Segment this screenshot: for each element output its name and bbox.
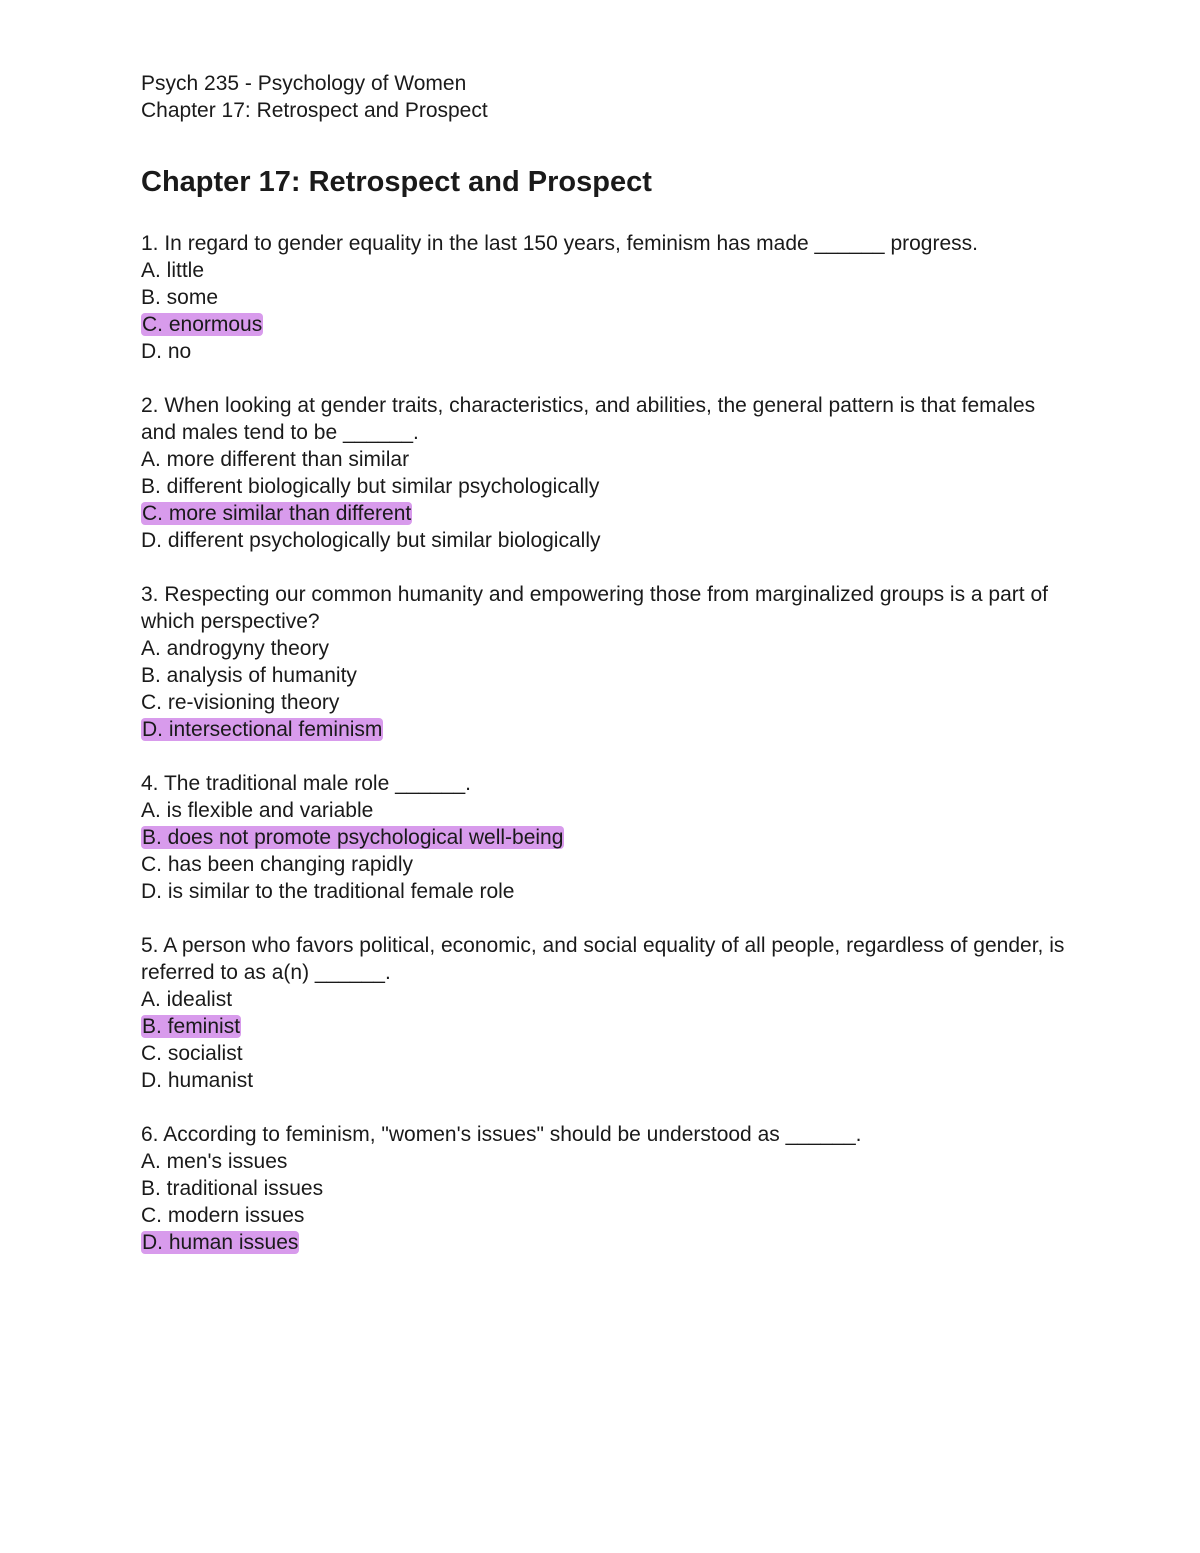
answer-option — [141, 446, 1071, 473]
answer-option — [141, 257, 1071, 284]
option-text: C. modern issues — [141, 1204, 305, 1227]
answer-option — [141, 824, 1071, 851]
option-text: C. socialist — [141, 1042, 243, 1065]
chapter-header: Chapter 17: Retrospect and Prospect — [141, 99, 488, 122]
answer-option — [141, 878, 1071, 905]
option-text: D. different psychologically but similar biologically — [141, 529, 601, 552]
answer-option — [141, 338, 1071, 365]
option-text: A. androgyny theory — [141, 637, 329, 660]
option-text: A. little — [141, 259, 205, 282]
highlighted-answer: C. more similar than different — [142, 502, 412, 525]
answer-option — [141, 689, 1071, 716]
question-text: 2. When looking at gender traits, characteristics, and abilities, the general pattern is that females and males tend to be ______. — [141, 394, 1036, 444]
question-text: 6. According to feminism, "women's issues" should be understood as ______. — [141, 1123, 862, 1146]
question-6 — [141, 1121, 1071, 1256]
option-text: D. humanist — [141, 1069, 254, 1092]
option-text: A. idealist — [141, 988, 233, 1011]
option-text: B. different biologically but similar psychologically — [141, 475, 600, 498]
answer-option — [141, 527, 1071, 554]
question-3 — [141, 581, 1071, 743]
question-list — [141, 230, 1071, 1256]
answer-option — [141, 1175, 1071, 1202]
question-text: 5. A person who favors political, economic, and social equality of all people, regardless of gender, is referred to as a(n) ______. — [141, 934, 1065, 984]
answer-option — [141, 716, 1071, 743]
question-2 — [141, 392, 1071, 554]
answer-option — [141, 1067, 1071, 1094]
answer-option — [141, 662, 1071, 689]
question-1 — [141, 230, 1071, 365]
answer-option — [141, 1040, 1071, 1067]
question-4 — [141, 770, 1071, 905]
answer-option — [141, 284, 1071, 311]
option-text: A. is flexible and variable — [141, 799, 374, 822]
question-text: 1. In regard to gender equality in the last 150 years, feminism has made ______ progress. — [141, 232, 978, 255]
answer-option — [141, 1229, 1071, 1256]
highlighted-answer: B. does not promote psychological well-being — [142, 826, 564, 849]
option-text: B. traditional issues — [141, 1177, 324, 1200]
answer-option — [141, 311, 1071, 338]
highlighted-answer: B. feminist — [142, 1015, 241, 1038]
option-text: B. analysis of humanity — [141, 664, 357, 687]
question-text: 3. Respecting our common humanity and empowering those from marginalized groups is a part of which perspective? — [141, 583, 1048, 633]
option-text: D. no — [141, 340, 192, 363]
question-text: 4. The traditional male role ______. — [141, 772, 471, 795]
answer-option — [141, 986, 1071, 1013]
document-page — [141, 70, 1071, 1283]
question-5 — [141, 932, 1071, 1094]
answer-option — [141, 797, 1071, 824]
answer-option — [141, 473, 1071, 500]
answer-option — [141, 851, 1071, 878]
highlighted-answer: D. human issues — [142, 1231, 299, 1254]
course-header: Psych 235 - Psychology of Women — [141, 72, 467, 95]
answer-option — [141, 1202, 1071, 1229]
highlighted-answer: C. enormous — [142, 313, 263, 336]
highlighted-answer: D. intersectional feminism — [142, 718, 383, 741]
answer-option — [141, 1148, 1071, 1175]
answer-option — [141, 1013, 1071, 1040]
option-text: C. has been changing rapidly — [141, 853, 414, 876]
answer-option — [141, 500, 1071, 527]
option-text: A. more different than similar — [141, 448, 410, 471]
page-title: Chapter 17: Retrospect and Prospect — [141, 166, 652, 198]
option-text: D. is similar to the traditional female role — [141, 880, 515, 903]
option-text: B. some — [141, 286, 219, 309]
option-text: C. re-visioning theory — [141, 691, 340, 714]
answer-option — [141, 635, 1071, 662]
option-text: A. men's issues — [141, 1150, 288, 1173]
